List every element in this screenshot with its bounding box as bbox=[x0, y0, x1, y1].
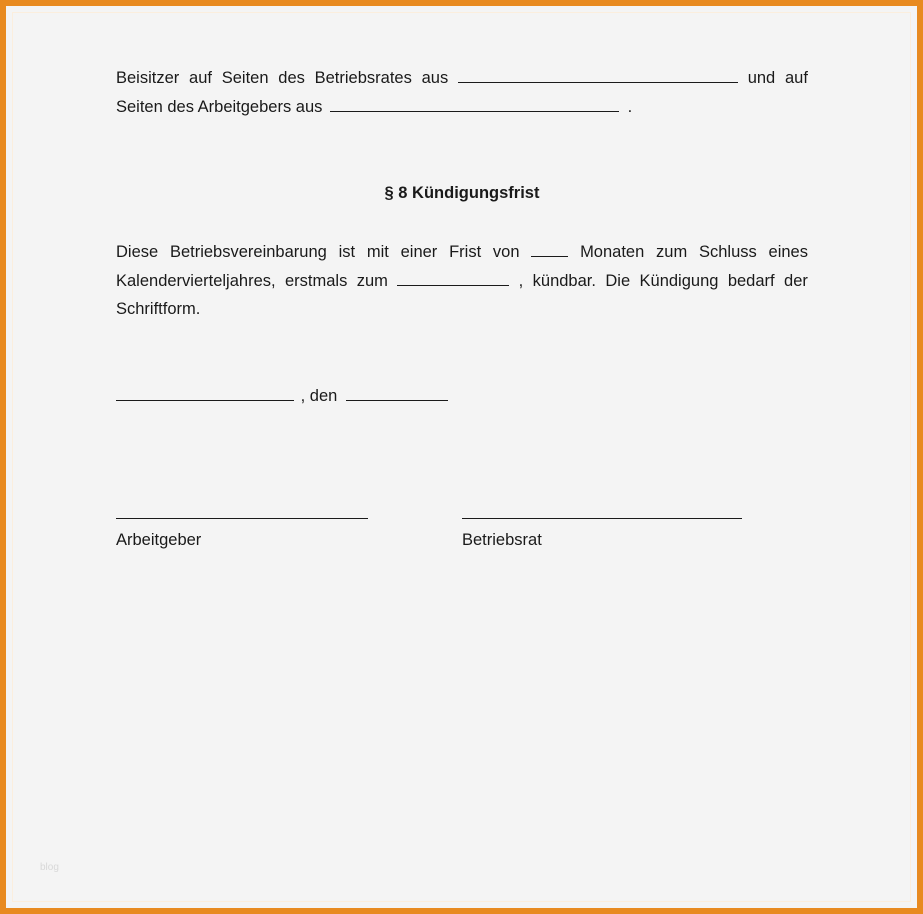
word: von bbox=[492, 243, 520, 261]
word: kündbar. bbox=[532, 272, 596, 290]
word: auf bbox=[784, 69, 808, 87]
arbeitgeber-beisitzer-blank[interactable] bbox=[330, 96, 619, 112]
kuendigung-line-3 bbox=[116, 299, 808, 319]
word: eines bbox=[768, 243, 808, 261]
word: erstmals bbox=[284, 272, 348, 290]
word: mit bbox=[366, 243, 389, 261]
works-council-signature-line[interactable] bbox=[462, 518, 742, 519]
date-blank[interactable] bbox=[346, 385, 448, 401]
works-council-signature-label: Betriebsrat bbox=[462, 531, 542, 549]
word: Betriebsrates bbox=[314, 69, 412, 87]
word: ist bbox=[338, 243, 356, 261]
word: aus bbox=[421, 69, 449, 87]
word: Schluss bbox=[698, 243, 757, 261]
word: auf bbox=[189, 69, 212, 87]
place-date-line bbox=[116, 385, 808, 405]
months-blank[interactable] bbox=[531, 241, 568, 257]
date-separator: , den bbox=[300, 387, 338, 405]
beisitzer-line-2 bbox=[116, 96, 808, 116]
word: Betriebsvereinbarung bbox=[169, 243, 327, 261]
word: zum bbox=[656, 243, 688, 261]
section-heading: § 8 Kündigungsfrist bbox=[384, 184, 540, 202]
word: Kündigung bbox=[639, 272, 719, 290]
word: und bbox=[747, 69, 776, 87]
word: Seiten bbox=[221, 69, 269, 87]
word: bedarf bbox=[727, 272, 775, 290]
place-blank[interactable] bbox=[116, 385, 294, 401]
first-termination-date-blank[interactable] bbox=[397, 270, 509, 286]
employer-signature-label: Arbeitgeber bbox=[116, 531, 202, 549]
word: Frist bbox=[449, 243, 482, 261]
word: einer bbox=[400, 243, 438, 261]
word: Beisitzer bbox=[116, 69, 180, 87]
word: Diese bbox=[116, 243, 159, 261]
word: Die bbox=[605, 272, 631, 290]
employer-signature-line[interactable] bbox=[116, 518, 368, 519]
beisitzer-line-1 bbox=[116, 67, 808, 87]
frame-inner-edge bbox=[12, 12, 911, 902]
text: Seiten des Arbeitgebers aus bbox=[116, 98, 323, 116]
word: Monaten bbox=[580, 243, 645, 261]
word: des bbox=[278, 69, 305, 87]
word: der bbox=[784, 272, 808, 290]
kuendigung-line-2 bbox=[116, 270, 808, 290]
period: . bbox=[627, 98, 633, 116]
watermark: blog bbox=[40, 862, 59, 873]
word: Kalendervierteljahres, bbox=[116, 272, 276, 290]
betriebsrat-beisitzer-blank[interactable] bbox=[458, 67, 738, 83]
word: zum bbox=[356, 272, 388, 290]
kuendigung-line-1 bbox=[116, 241, 808, 261]
text: Schriftform. bbox=[116, 300, 201, 318]
word: , bbox=[518, 272, 524, 290]
